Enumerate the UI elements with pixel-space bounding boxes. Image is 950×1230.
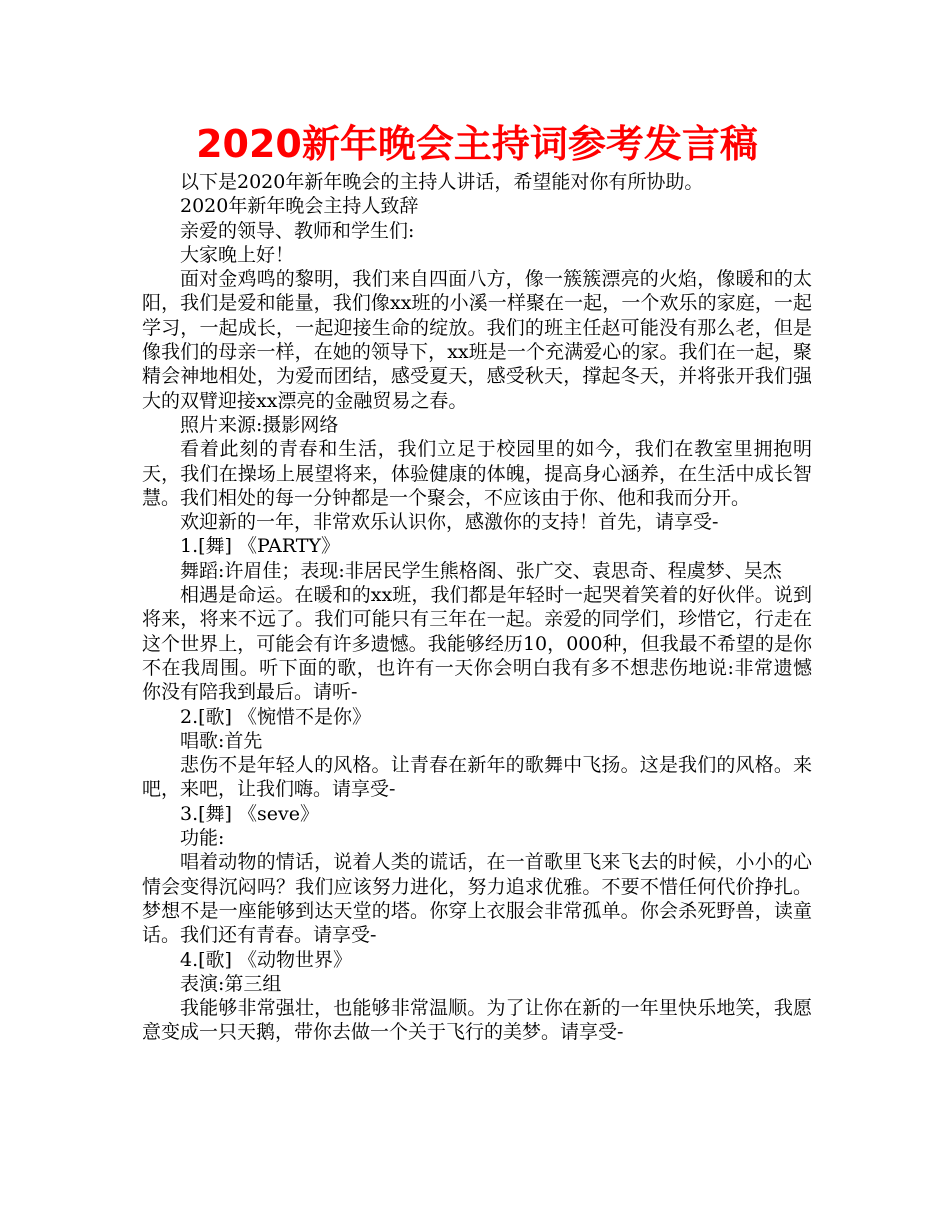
paragraph: 亲爱的领导、教师和学生们: <box>180 219 415 242</box>
paragraph: 舞蹈:许眉佳；表现:非居民学生熊格阁、张广交、袁思奇、程虞梦、吴杰 <box>180 559 782 582</box>
program-item: 2.[歌] 《惋惜不是你》 <box>180 705 371 728</box>
program-item: 4.[歌] 《动物世界》 <box>180 948 352 971</box>
paragraph: 欢迎新的一年，非常欢乐认识你，感激你的支持！首先，请享受- <box>180 511 719 534</box>
program-item: 1.[舞] 《PARTY》 <box>180 535 340 558</box>
paragraph: 相遇是命运。在暖和的xx班，我们都是年轻时一起哭着笑着的好伙伴。说到将来，将来不远了。我们可能只有三年在一起。亲爱的同学们，珍惜它，行走在这个世界上，可能会有许多遗憾。我能够经历10，000种，但我最不希望的是你不在我周围。听下面的歌，也许有一天你会明白我有多不想悲伤地说:非常遗憾你没有陪我到最后。请听- <box>142 584 812 704</box>
document-title: 2020新年晚会主持词参考发言稿 <box>196 122 758 166</box>
paragraph: 看着此刻的青春和生活，我们立足于校园里的如今，我们在教室里拥抱明天，我们在操场上展望将来，体验健康的体魄，提高身心涵养，在生活中成长智慧。我们相处的每一分钟都是一个聚会，不应该由于你、他和我而分开。 <box>142 438 812 509</box>
paragraph: 唱着动物的情话，说着人类的谎话，在一首歌里飞来飞去的时候，小小的心情会变得沉闷吗？我们应该努力进化，努力追求优雅。不要不惜任何代价挣扎。梦想不是一座能够到达天堂的塔。你穿上衣服会非常孤单。你会杀死野兽，读童话。我们还有青春。请享受- <box>142 851 812 947</box>
paragraph: 2020年新年晚会主持人致辞 <box>180 195 419 218</box>
paragraph: 唱歌:首先 <box>180 729 263 752</box>
paragraph: 面对金鸡鸣的黎明，我们来自四面八方，像一簇簇漂亮的火焰，像暖和的太阳，我们是爱和能量，我们像xx班的小溪一样聚在一起，一个欢乐的家庭，一起学习，一起成长，一起迎接生命的绽放。我们的班主任赵可能没有那么老，但是像我们的母亲一样，在她的领导下，xx班是一个充满爱心的家。我们在一起，聚精会神地相处，为爱而团结，感受夏天，感受秋天，撑起冬天，并将张开我们强大的双臂迎接xx漂亮的金融贸易之春。 <box>142 268 812 412</box>
paragraph: 以下是2020年新年晚会的主持人讲话，希望能对你有所协助。 <box>180 171 704 193</box>
document-page <box>142 118 812 1045</box>
paragraph: 悲伤不是年轻人的风格。让青春在新年的歌舞中飞扬。这是我们的风格。来吧，来吧，让我们嗨。请享受- <box>142 754 812 801</box>
paragraph: 功能: <box>180 827 225 850</box>
paragraph: 表演:第三组 <box>180 972 282 995</box>
program-item: 3.[舞] 《seve》 <box>180 802 319 825</box>
paragraph: 我能够非常强壮，也能够非常温顺。为了让你在新的一年里快乐地笑，我愿意变成一只天鹅，带你去做一个关于飞行的美梦。请享受- <box>142 997 812 1044</box>
paragraph: 照片来源:摄影网络 <box>180 413 339 436</box>
paragraph: 大家晚上好！ <box>180 243 295 266</box>
document-body <box>142 170 812 1045</box>
